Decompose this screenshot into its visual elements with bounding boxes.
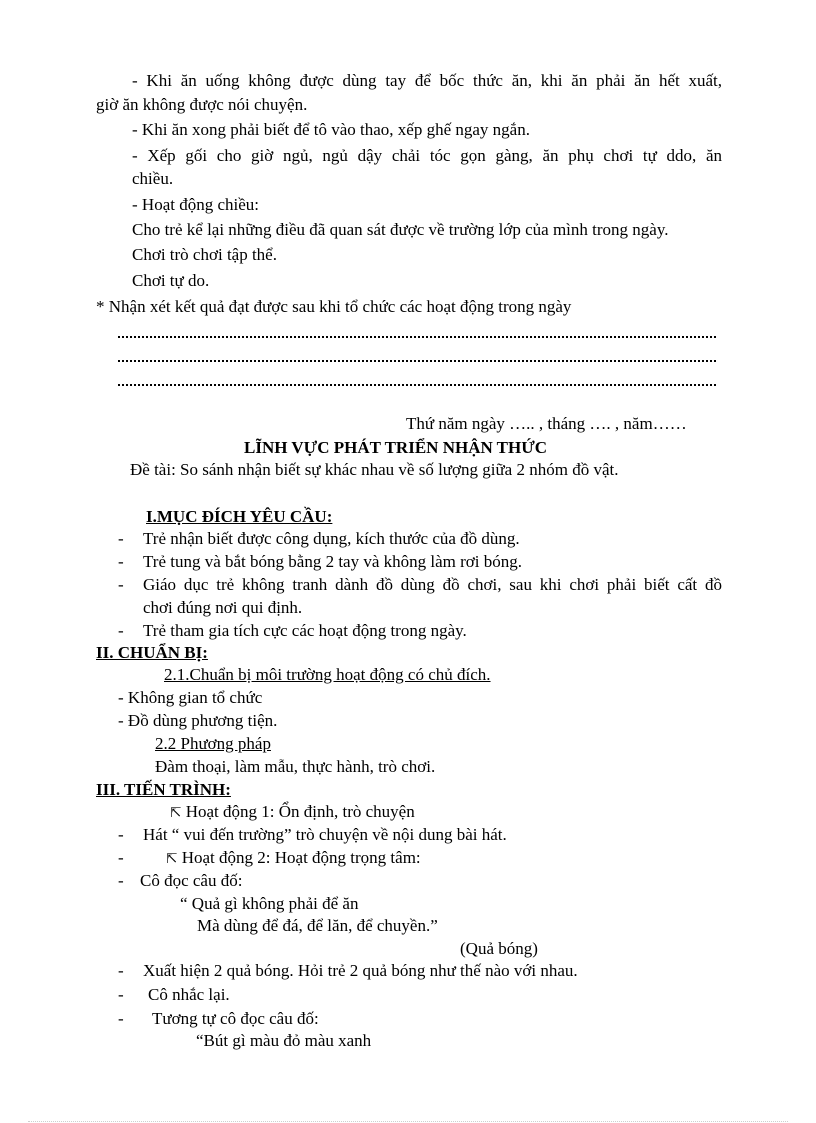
- paragraph-retell: Cho trẻ kể lại những điều đã quan sát được về trường lớp của mình trong ngày.: [132, 220, 669, 239]
- evaluation-heading: * Nhận xét kết quả đạt được sau khi tổ chức các hoạt động trong ngày: [96, 297, 572, 316]
- riddle-answer: (Quả bóng): [460, 939, 538, 958]
- paragraph-free-play: Chơi tự do.: [132, 271, 210, 290]
- paragraph-after-meal: - Khi ăn xong phải biết để tô vào thao, xếp ghế ngay ngắn.: [132, 120, 530, 139]
- bullet-dash: -: [118, 848, 124, 867]
- subsection-method: 2.2 Phương pháp: [155, 734, 271, 753]
- dotted-line: [118, 336, 716, 338]
- date-line: Thứ năm ngày ….. , tháng …. , năm……: [406, 414, 687, 433]
- objective-item: Trẻ tham gia tích cực các hoạt động trong ngày.: [143, 621, 467, 640]
- objective-item: Giáo dục trẻ không tranh dành đồ dùng đồ chơi, sau khi chơi phải biết cất đồ: [143, 575, 722, 594]
- activity-1-heading: [170, 801, 415, 825]
- paragraph-nap-cont: chiều.: [132, 169, 174, 188]
- method-list: Đàm thoại, làm mẫu, thực hành, trò chơi.: [155, 757, 436, 776]
- bullet-dash: -: [118, 961, 124, 980]
- bullet-dash: -: [118, 621, 124, 640]
- paragraph-meal-rule: - Khi ăn uống không được dùng tay để bốc thức ăn, khi ăn phải ăn hết xuất,: [132, 71, 722, 90]
- lesson-title: LĨNH VỰC PHÁT TRIỂN NHẬN THỨC: [244, 438, 548, 457]
- paragraph-afternoon: - Hoạt động chiều:: [132, 195, 259, 214]
- bullet-dash: -: [118, 529, 124, 548]
- activity-1-item: Hát “ vui đến trường” trò chuyện về nội dung bài hát.: [143, 825, 507, 844]
- hand-pointer-icon: ⇱: [170, 806, 182, 821]
- objective-item: Trẻ nhận biết được công dụng, kích thước của đồ dùng.: [143, 529, 520, 548]
- activity-2-item: Tương tự cô đọc câu đố:: [152, 1009, 319, 1028]
- subsection-environment: 2.1.Chuẩn bị môi trường hoạt động có chủ đích.: [164, 665, 491, 684]
- bullet-dash: -: [118, 1009, 124, 1028]
- objective-item: Trẻ tung và bắt bóng bằng 2 tay và không làm rơi bóng.: [143, 552, 523, 571]
- bullet-dash: -: [118, 575, 124, 594]
- preparation-tools: - Đồ dùng phương tiện.: [118, 711, 278, 730]
- bullet-dash: -: [118, 552, 124, 571]
- riddle-line-3: “Bút gì màu đỏ màu xanh: [196, 1031, 372, 1050]
- section-process-heading: III. TIẾN TRÌNH:: [96, 780, 231, 799]
- activity-2-item: Xuất hiện 2 quả bóng. Hỏi trẻ 2 quả bóng như thế nào với nhau.: [143, 961, 578, 980]
- activity-1-label: Hoạt động 1: Ổn định, trò chuyện: [185, 802, 415, 821]
- paragraph-nap: - Xếp gối cho giờ ngủ, ngủ dậy chải tóc gọn gàng, ăn phụ chơi tự ddo, ăn: [132, 146, 722, 165]
- bullet-dash: -: [118, 871, 124, 890]
- dotted-line: [118, 360, 716, 362]
- riddle-intro: Cô đọc câu đố:: [140, 871, 243, 890]
- activity-2-item: Cô nhắc lại.: [148, 985, 230, 1004]
- page-footer-rule: [28, 1121, 788, 1122]
- paragraph-group-game: Chơi trò chơi tập thể.: [132, 245, 277, 264]
- riddle-line-1: “ Quả gì không phải để ăn: [180, 894, 359, 913]
- section-objectives-heading: I.MỤC ĐÍCH YÊU CẦU:: [146, 507, 333, 526]
- objective-item-cont: chơi đúng nơi qui định.: [143, 598, 303, 617]
- preparation-space: - Không gian tổ chức: [118, 688, 263, 707]
- activity-2-label: Hoạt động 2: Hoạt động trọng tâm:: [181, 848, 421, 867]
- hand-pointer-icon: ⇱: [166, 852, 178, 867]
- activity-2-heading: [166, 847, 421, 871]
- paragraph-meal-rule-cont: giờ ăn không được nói chuyện.: [96, 95, 308, 114]
- bullet-dash: -: [118, 825, 124, 844]
- section-preparation-heading: II. CHUẨN BỊ:: [96, 643, 208, 662]
- riddle-line-2: Mà dùng để đá, để lăn, để chuyền.”: [197, 916, 438, 935]
- lesson-topic: Đề tài: So sánh nhận biết sự khác nhau về số lượng giữa 2 nhóm đồ vật.: [130, 460, 619, 479]
- bullet-dash: -: [118, 985, 124, 1004]
- dotted-line: [118, 384, 716, 386]
